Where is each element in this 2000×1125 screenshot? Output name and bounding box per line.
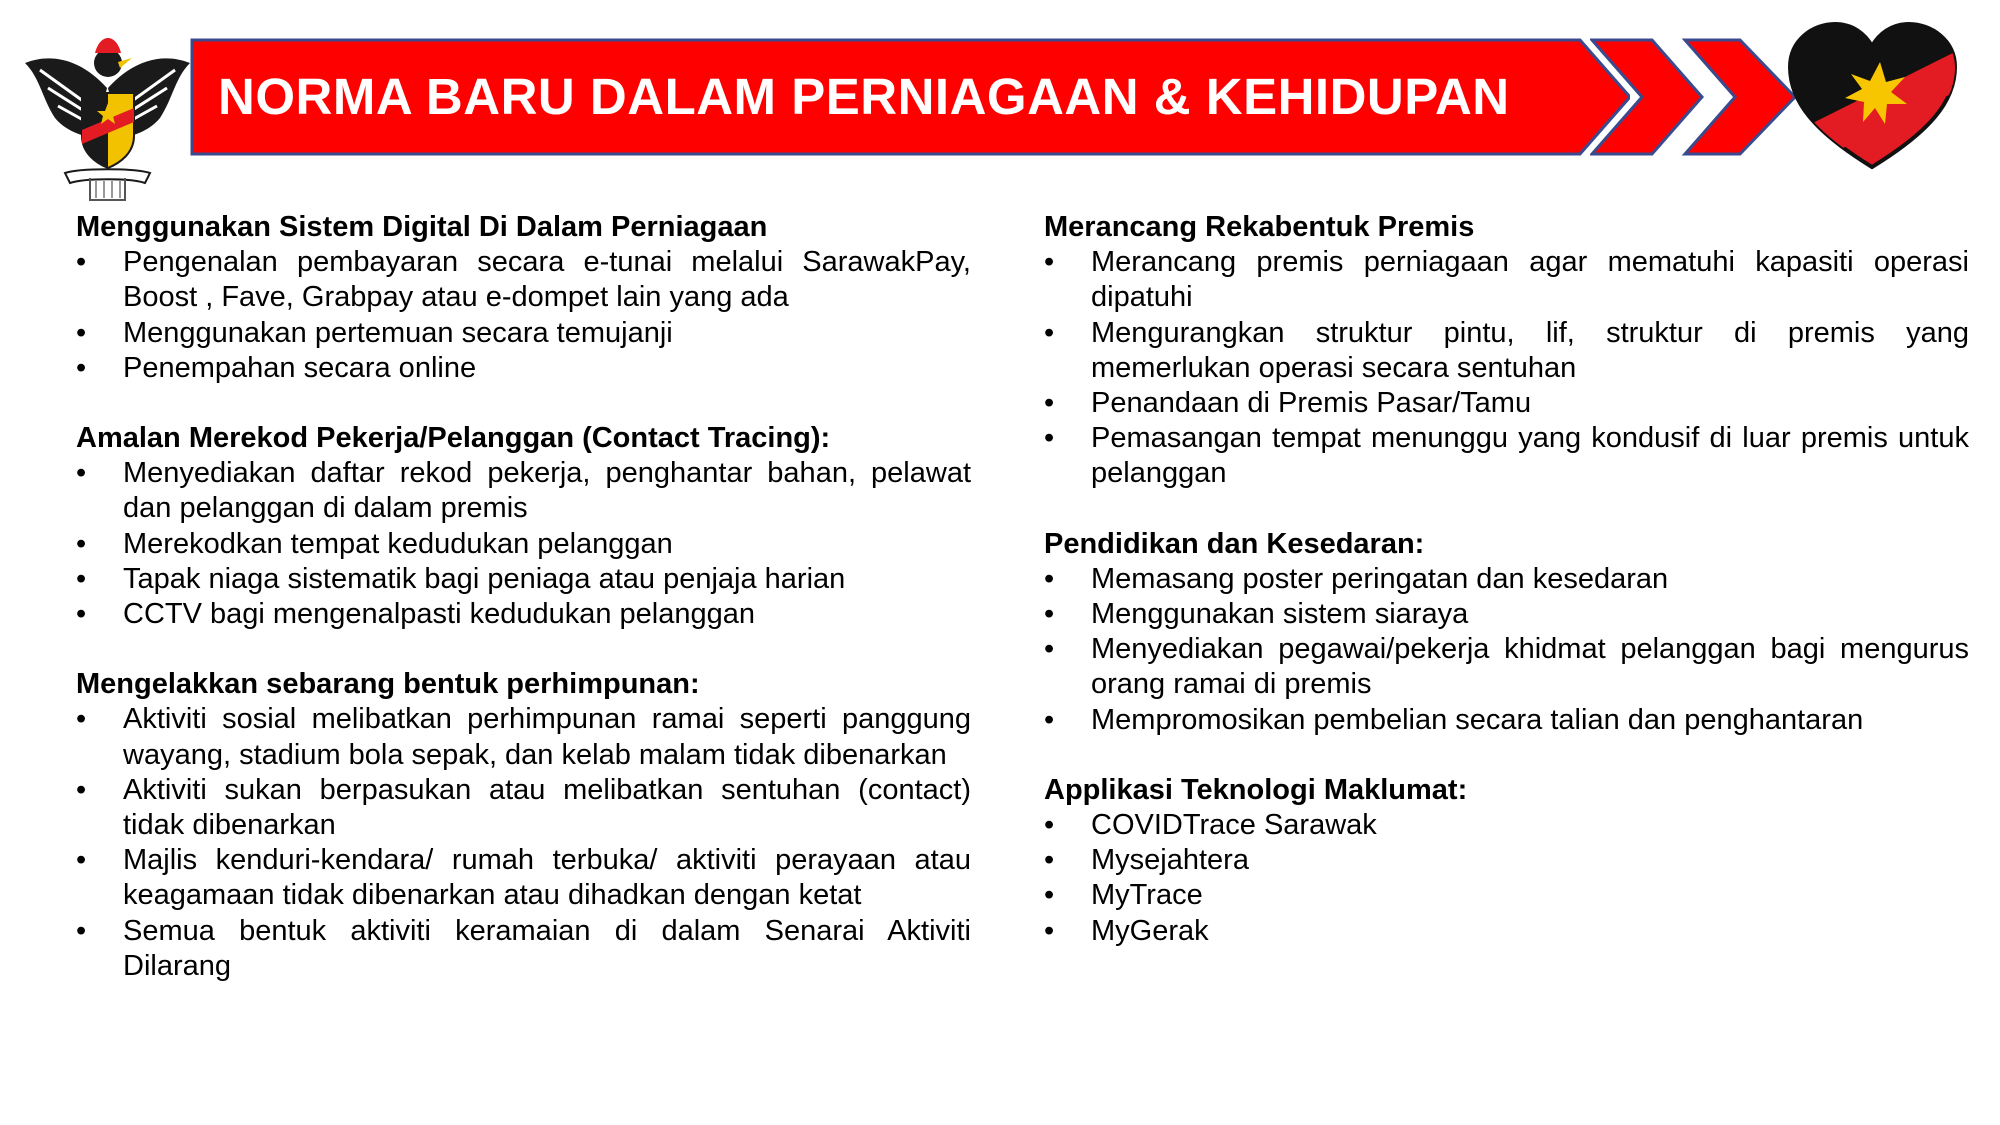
bullet-list	[76, 245, 971, 386]
bullet-icon: •	[1044, 844, 1055, 877]
bullet-icon: •	[1044, 879, 1055, 912]
list-item: • Menggunakan pertemuan secara temujanji	[76, 316, 971, 351]
section-title: Amalan Merekod Pekerja/Pelanggan (Contact Tracing):	[76, 422, 831, 455]
list-item: • MyTrace	[1044, 878, 1969, 913]
bullet-icon: •	[76, 246, 87, 279]
list-item: • Menggunakan sistem siaraya	[1044, 597, 1969, 632]
page-title: NORMA BARU DALAM PERNIAGAAN & KEHIDUPAN	[218, 68, 1510, 125]
bullet-icon: •	[1044, 562, 1055, 595]
sarawak-heart-icon	[1785, 22, 1960, 172]
chevron-arrows	[1590, 38, 1800, 156]
right-column	[1044, 210, 1969, 984]
bullet-icon: •	[76, 457, 87, 490]
bullet-icon: •	[76, 844, 87, 877]
list-item: • Mengurangkan struktur pintu, lif, struktur di premis yang memerlukan operasi secara sentuhan	[1044, 316, 1969, 384]
bullet-icon: •	[1044, 387, 1055, 420]
list-item: • CCTV bagi mengenalpasti kedudukan pelanggan	[76, 597, 971, 632]
bullet-icon: •	[1044, 703, 1055, 736]
bullet-icon: •	[1044, 598, 1055, 631]
bullet-icon: •	[1044, 422, 1055, 455]
bullet-list	[1044, 562, 1969, 738]
section-contact-tracing	[76, 421, 971, 632]
bullet-icon: •	[76, 316, 87, 349]
bullet-icon: •	[76, 773, 87, 806]
bullet-icon: •	[76, 527, 87, 560]
section-premise-design	[1044, 210, 1969, 492]
bullet-icon: •	[76, 703, 87, 736]
list-item: • Semua bentuk aktiviti keramaian di dalam Senarai Aktiviti Dilarang	[76, 914, 971, 982]
list-item: • Aktiviti sukan berpasukan atau melibatkan sentuhan (contact) tidak dibenarkan	[76, 773, 971, 842]
list-item: • Mempromosikan pembelian secara talian dan penghantaran	[1044, 703, 1969, 738]
list-item: • Memasang poster peringatan dan kesedaran	[1044, 562, 1969, 597]
list-item: • COVIDTrace Sarawak	[1044, 808, 1969, 843]
section-avoid-gatherings	[76, 667, 971, 984]
section-title: Merancang Rekabentuk Premis	[1044, 211, 1475, 243]
list-item: • Merancang premis perniagaan agar mematuhi kapasiti operasi dipatuhi	[1044, 246, 1969, 314]
section-title: Menggunakan Sistem Digital Di Dalam Perniagaan	[76, 211, 768, 243]
list-item: • Majlis kenduri-kendara/ rumah terbuka/ aktiviti perayaan atau keagamaan tidak dibenarkan atau dihadkan dengan ketat	[76, 844, 971, 912]
section-education-awareness	[1044, 527, 1969, 738]
bullet-icon: •	[1044, 633, 1055, 666]
list-item: • Penandaan di Premis Pasar/Tamu	[1044, 386, 1969, 421]
bullet-icon: •	[76, 351, 87, 384]
list-item: • Merekodkan tempat kedudukan pelanggan	[76, 527, 971, 562]
bullet-icon: •	[76, 914, 87, 947]
section-digital-system	[76, 210, 971, 386]
section-it-applications	[1044, 773, 1969, 949]
list-item: • Pengenalan pembayaran secara e-tunai melalui SarawakPay, Boost , Fave, Grabpay atau e-dompet lain yang ada	[76, 246, 971, 314]
bullet-icon: •	[1044, 316, 1055, 349]
list-item: • Pemasangan tempat menunggu yang kondusif di luar premis untuk pelanggan	[1044, 422, 1969, 490]
list-item: • Penempahan secara online	[76, 351, 971, 386]
list-item: • Mysejahtera	[1044, 843, 1969, 878]
bullet-icon: •	[76, 562, 87, 595]
left-column	[76, 210, 971, 1019]
bullet-list	[1044, 808, 1969, 949]
list-item: • Menyediakan pegawai/pekerja khidmat pelanggan bagi mengurus orang ramai di premis	[1044, 633, 1969, 701]
bullet-list	[1044, 245, 1969, 491]
list-item: • Menyediakan daftar rekod pekerja, penghantar bahan, pelawat dan pelanggan di dalam premis	[76, 457, 971, 525]
bullet-icon: •	[1044, 914, 1055, 947]
list-item: • Tapak niaga sistematik bagi peniaga atau penjaja harian	[76, 562, 971, 597]
section-title: Applikasi Teknologi Maklumat:	[1044, 773, 1468, 806]
coat-of-arms-logo	[20, 18, 195, 203]
section-title: Mengelakkan sebarang bentuk perhimpunan:	[76, 668, 700, 701]
list-item: • MyGerak	[1044, 914, 1969, 949]
list-item: • Aktiviti sosial melibatkan perhimpunan ramai seperti panggung wayang, stadium bola sepak, dan kelab malam tidak dibenarkan	[76, 703, 971, 771]
bullet-icon: •	[1044, 246, 1055, 279]
section-title: Pendidikan dan Kesedaran:	[1044, 527, 1425, 560]
bullet-list	[76, 456, 971, 632]
bullet-icon: •	[76, 598, 87, 631]
bullet-list	[76, 702, 971, 984]
bullet-icon: •	[1044, 809, 1055, 842]
